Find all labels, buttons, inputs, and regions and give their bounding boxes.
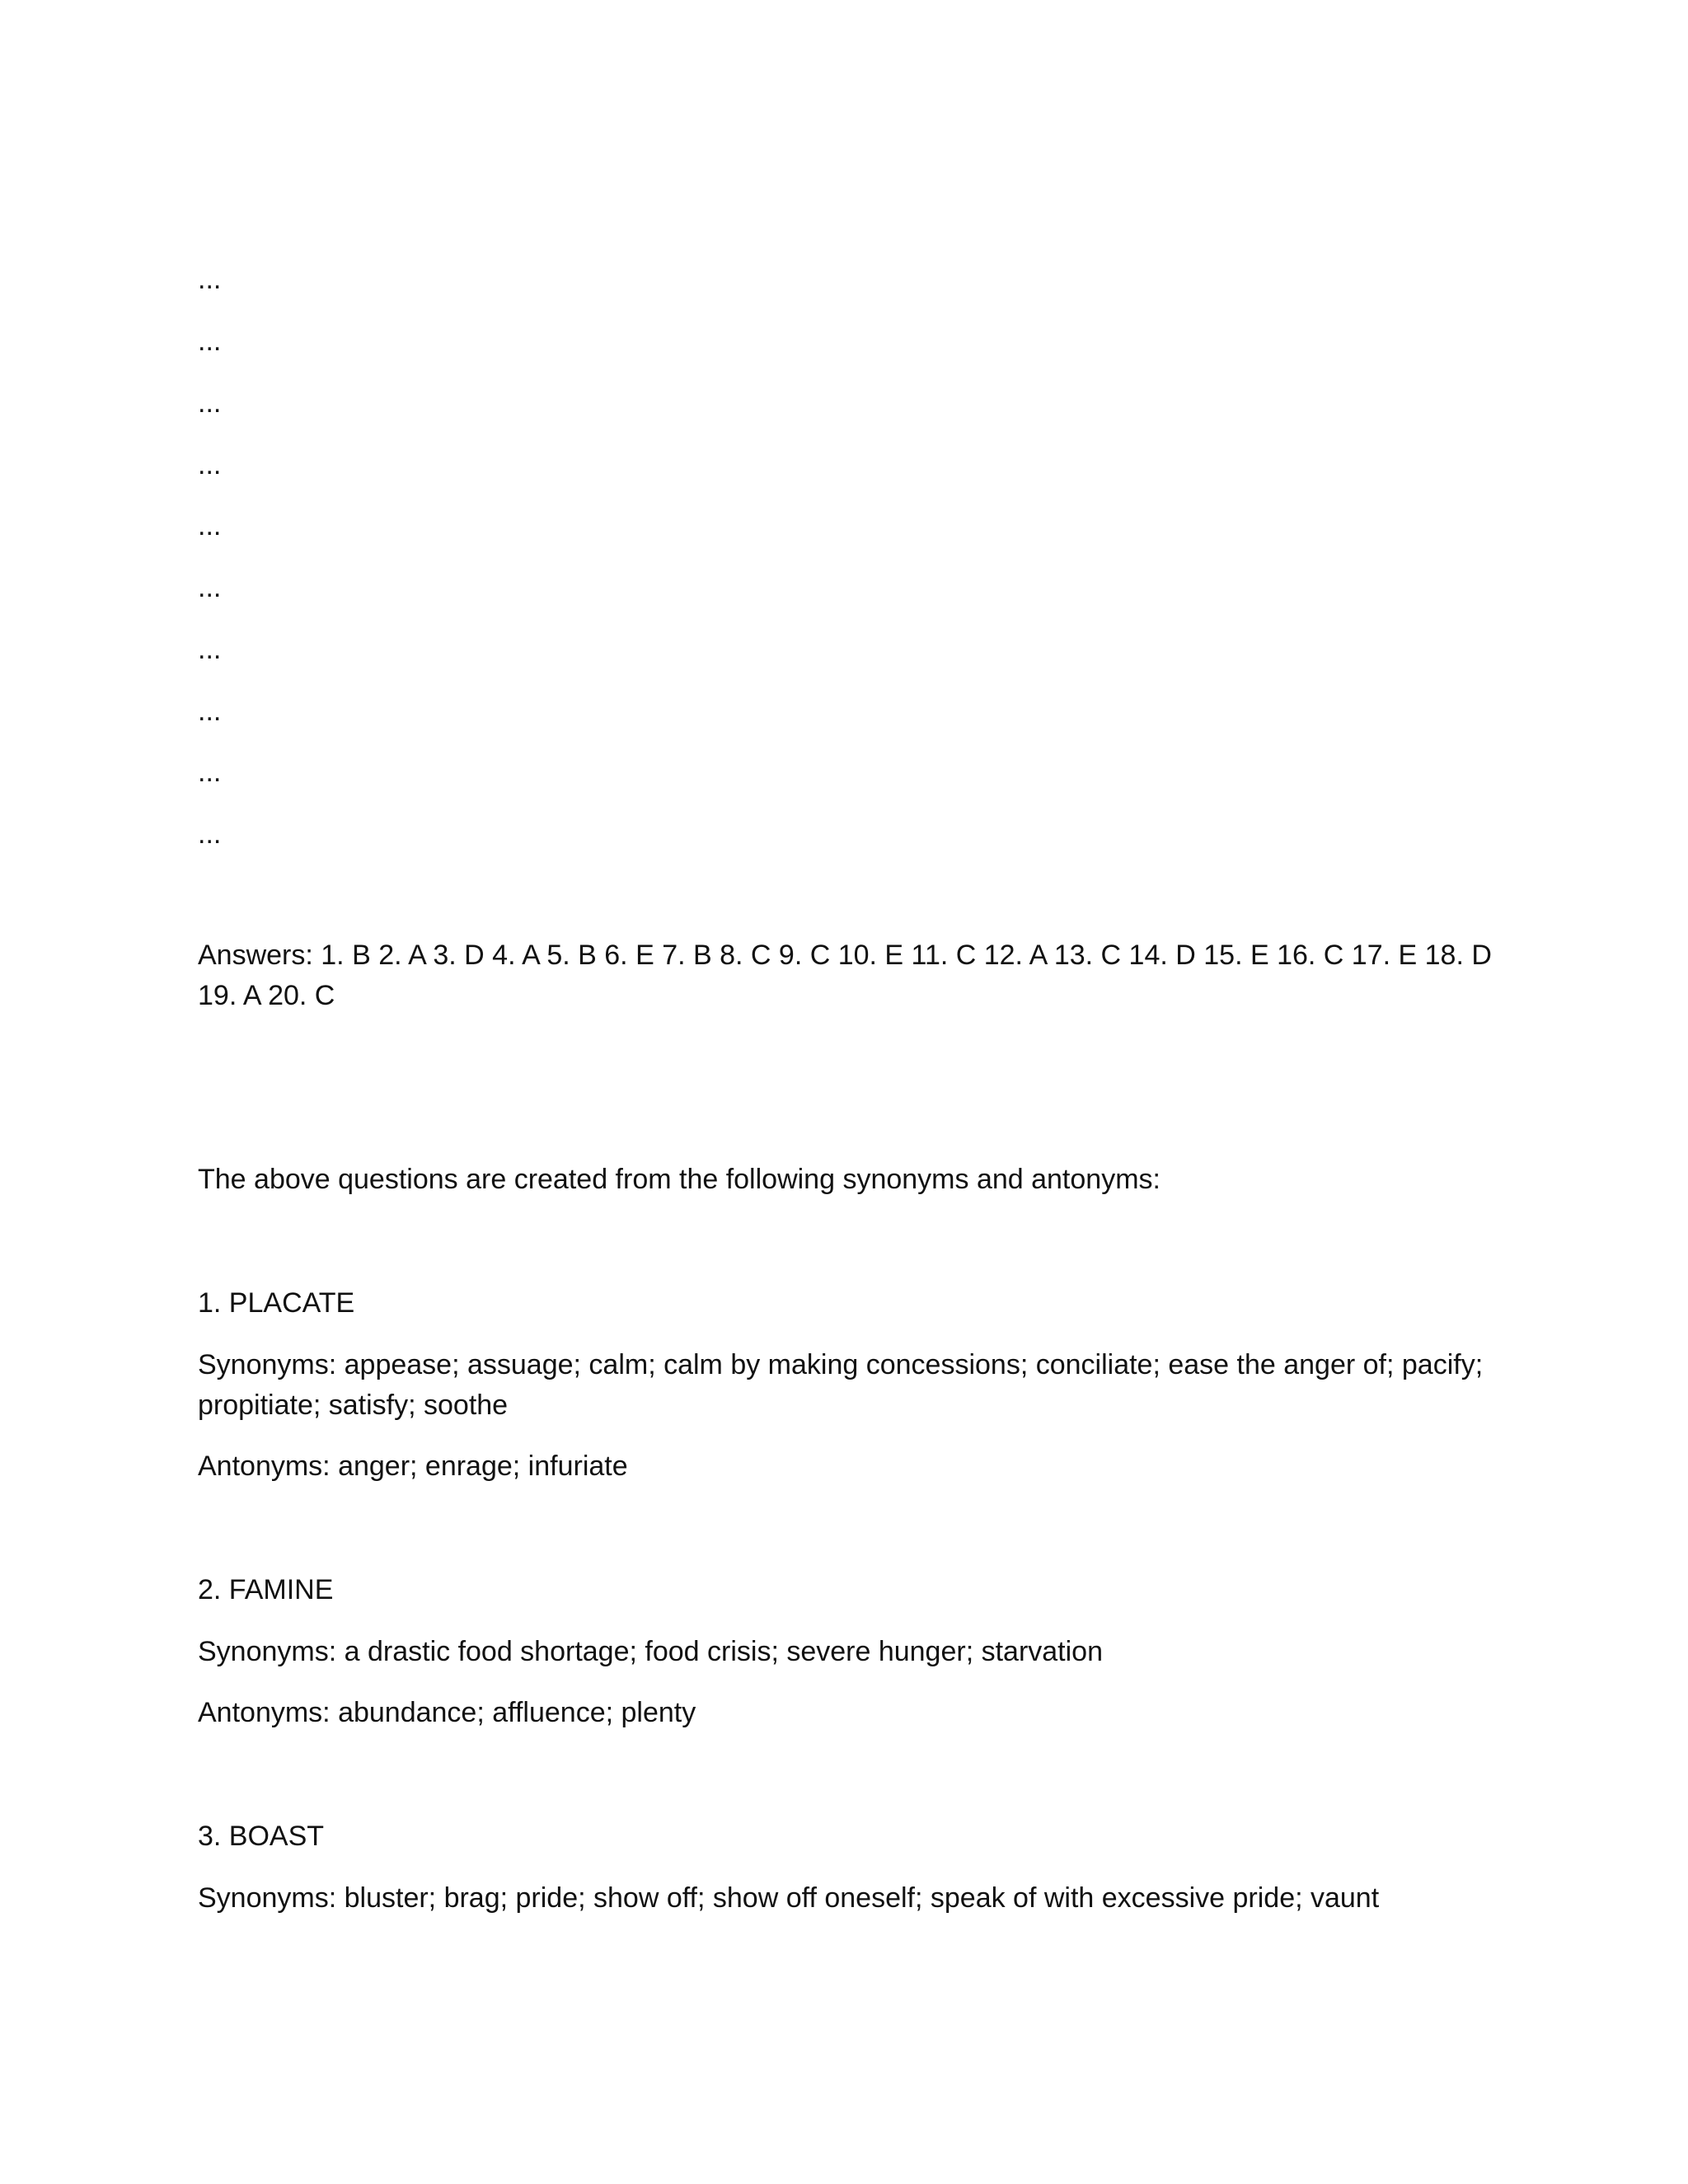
entry-heading: 1. PLACATE — [198, 1287, 355, 1319]
ellipsis-line: ... — [198, 264, 222, 295]
ellipsis-line: ... — [198, 757, 222, 788]
entry-heading: 3. BOAST — [198, 1821, 325, 1852]
entry-synonyms: Synonyms: appease; assuage; calm; calm by making concessions; conciliate; ease the anger of; pacify; propitiate; satisfy; soothe — [198, 1349, 1484, 1421]
ellipsis-line: ... — [198, 326, 222, 357]
intro-paragraph: The above questions are created from the following synonyms and antonyms: — [198, 1164, 1160, 1195]
ellipsis-line: ... — [198, 818, 222, 850]
entry-synonyms: Synonyms: a drastic food shortage; food crisis; severe hunger; starvation — [198, 1636, 1103, 1667]
entry-synonyms: Synonyms: bluster; brag; pride; show off; show off oneself; speak of with excessive pride; vaunt — [198, 1882, 1380, 1914]
entry-antonyms: Antonyms: abundance; affluence; plenty — [198, 1697, 696, 1728]
ellipsis-line: ... — [198, 634, 222, 665]
entry-heading: 2. FAMINE — [198, 1574, 334, 1605]
ellipsis-line: ... — [198, 510, 222, 541]
entry-antonyms: Antonyms: anger; enrage; infuriate — [198, 1451, 628, 1482]
ellipsis-line: ... — [198, 696, 222, 727]
ellipsis-line: ... — [198, 572, 222, 603]
answers-paragraph: Answers: 1. B 2. A 3. D 4. A 5. B 6. E 7. B 8. C 9. C 10. E 11. C 12. A 13. C 14. D 15. E 16. C 17. E 18. D 19. A 20. C — [198, 940, 1492, 1011]
ellipsis-line: ... — [198, 449, 222, 480]
ellipsis-line: ... — [198, 387, 222, 419]
